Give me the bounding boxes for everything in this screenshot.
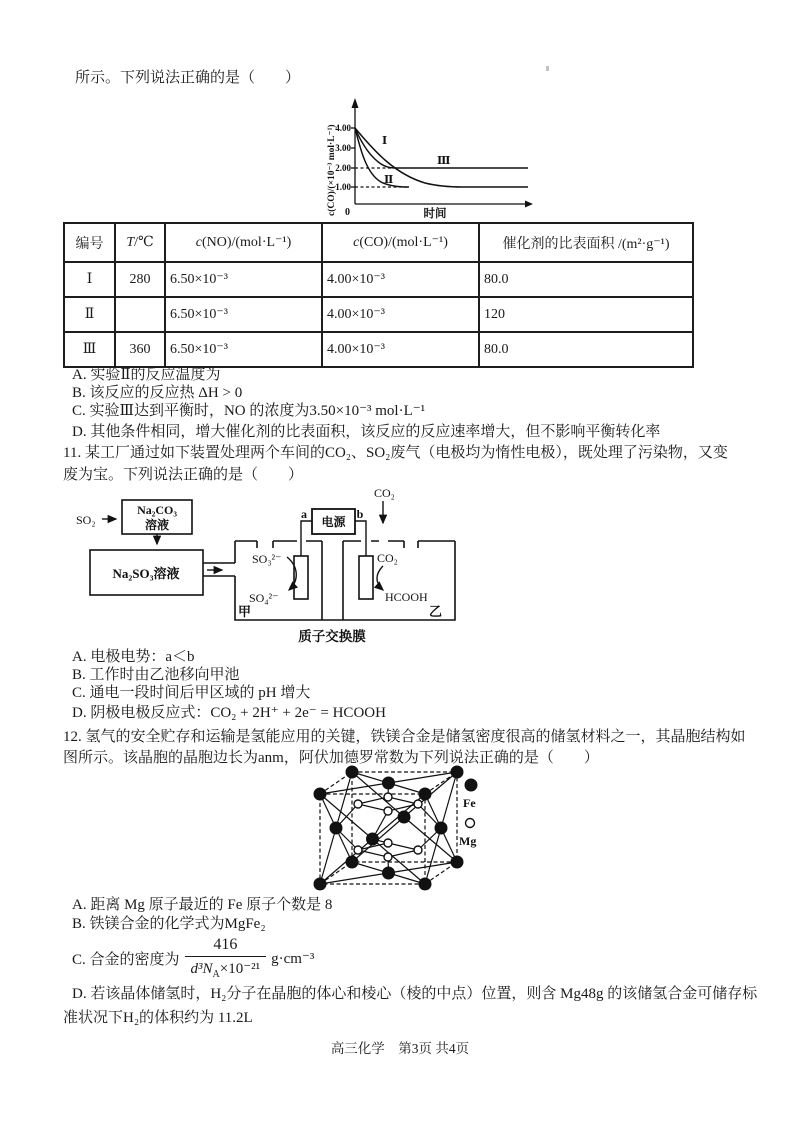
na2co3-label2: 溶液 xyxy=(144,518,170,532)
table-header-temp: T/℃ xyxy=(115,223,165,262)
question-11-option-d: D. 阴极电极反应式：CO₂ + 2H⁺ + 2e⁻ = HCOOH xyxy=(72,705,386,721)
y-axis-arrow xyxy=(352,98,359,108)
co-concentration-chart xyxy=(325,92,537,220)
question-12-stem-line2: 图所示。该晶胞的晶胞边长为anm，阿伏加德罗常数为下列说法正确的是（ ） xyxy=(63,750,599,766)
table-header-id: 编号 xyxy=(64,223,115,262)
question-10-option-c: C. 实验Ⅲ达到平衡时，NO 的浓度为3.50×10⁻³ mol·L⁻¹ xyxy=(72,403,426,419)
mg-legend-label: Mg xyxy=(459,834,477,848)
x-axis-arrow xyxy=(525,201,533,208)
membrane-label: 质子交换膜 xyxy=(298,629,366,644)
table-cell: 4.00×10⁻³ xyxy=(322,332,479,367)
table-cell: Ⅰ xyxy=(64,262,115,297)
question-10-option-a: A. 实验Ⅱ的反应温度为 xyxy=(72,367,221,383)
table-cell: 120 xyxy=(479,297,693,332)
question-12-option-d-line2: 准状况下H₂的体积约为 11.2L xyxy=(63,1010,253,1026)
electrodes xyxy=(294,556,373,599)
mg-legend-icon xyxy=(466,819,475,828)
table-cell xyxy=(115,297,165,332)
y-tick-1: 1.00 xyxy=(335,182,351,192)
curve-label-II: Ⅱ xyxy=(384,174,394,186)
question-10-option-b: B. 该反应的反应热 ΔH > 0 xyxy=(72,385,243,401)
option-c-suffix: g·cm⁻³ xyxy=(271,950,315,967)
terminal-a-label: a xyxy=(301,507,307,521)
so3-ion-label: SO₃²⁻ xyxy=(252,552,282,566)
page-footer: 高三化学 第3页 共4页 xyxy=(330,1041,470,1056)
hcooh-label: HCOOH xyxy=(385,590,428,604)
question-10-intro: 所示。下列说法正确的是（ ） xyxy=(75,70,301,86)
table-cell: 4.00×10⁻³ xyxy=(322,262,479,297)
co2-cathode-label: CO₂ xyxy=(377,551,398,565)
so4-ion-label: SO₄²⁻ xyxy=(249,591,279,605)
fe-legend-label: Fe xyxy=(463,796,476,810)
dashed-guides xyxy=(355,168,409,187)
cell-yi-label: 乙 xyxy=(429,604,443,619)
fe-atoms xyxy=(314,766,463,890)
table-header-row xyxy=(64,223,693,262)
table-row xyxy=(64,297,693,332)
table-header-surface: 催化剂的比表面积 /(m²·g⁻¹) xyxy=(479,223,693,262)
y-tick-2: 2.00 xyxy=(335,163,351,173)
question-11-option-b: B. 工作时由乙池移向甲池 xyxy=(72,667,240,683)
table-row xyxy=(64,332,693,367)
y-tick-4: 4.00 xyxy=(335,123,351,133)
curve-label-III: Ⅲ xyxy=(437,155,451,167)
question-12-option-b: B. 铁镁合金的化学式为MgFe₂ xyxy=(72,916,266,932)
scan-artifact-dot xyxy=(546,66,549,71)
na2co3-label: Na₂CO₃ xyxy=(137,503,177,517)
option-c-prefix: C. 合金的密度为 xyxy=(72,951,180,968)
experiment-table xyxy=(63,222,694,368)
electrolysis-diagram xyxy=(60,483,490,650)
co2-inlet-label: CO₂ xyxy=(374,486,395,500)
table-cell: Ⅲ xyxy=(64,332,115,367)
table-cell: 4.00×10⁻³ xyxy=(322,297,479,332)
y-axis-label: c(CO)/(×10⁻³ mol·L⁻¹) xyxy=(327,124,337,216)
curve-label-I: Ⅰ xyxy=(382,135,388,147)
density-fraction xyxy=(185,936,267,980)
question-11-stem-line1: 11. 某工厂通过如下装置处理两个车间的CO₂、SO₂废气（电极均为惰性电极），既处理了污染物，又变 xyxy=(63,445,728,461)
terminal-b-label: b xyxy=(356,507,364,521)
na2so3-label: Na₂SO₃溶液 xyxy=(112,566,180,581)
table-header-cco: c(CO)/(mol·L⁻¹) xyxy=(322,223,479,262)
fe-legend-icon xyxy=(465,779,477,791)
table-cell: 6.50×10⁻³ xyxy=(165,262,322,297)
crystal-cell-diagram xyxy=(300,762,500,902)
question-11-option-c: C. 通电一段时间后甲区域的 pH 增大 xyxy=(72,685,311,701)
question-11-option-a: A. 电极电势：a＜b xyxy=(72,649,195,665)
table-cell: 6.50×10⁻³ xyxy=(165,297,322,332)
table-row xyxy=(64,262,693,297)
co2-to-hcooh-arrow xyxy=(377,566,383,590)
table-cell: 280 xyxy=(115,262,165,297)
x-axis-label: 时间 xyxy=(423,208,447,220)
table-cell: 360 xyxy=(115,332,165,367)
y-tick-3: 3.00 xyxy=(335,143,351,153)
origin-label: 0 xyxy=(345,207,350,218)
table-cell: 80.0 xyxy=(479,262,693,297)
table-header-cno: c(NO)/(mol·L⁻¹) xyxy=(165,223,322,262)
crystal-legend xyxy=(459,779,477,848)
question-12-option-a: A. 距离 Mg 原子最近的 Fe 原子个数是 8 xyxy=(72,897,333,913)
fraction-numerator: 416 xyxy=(213,936,238,953)
cell-jia-label: 甲 xyxy=(238,604,252,619)
question-10-option-d: D. 其他条件相同，增大催化剂的比表面积，该反应的反应速率增大，但不影响平衡转化率 xyxy=(72,424,661,440)
table-cell: 80.0 xyxy=(479,332,693,367)
question-12-option-d-line1: D. 若该晶体储氢时，H₂分子在晶胞的体心和棱心（棱的中点）位置，则含 Mg48g 的该储氢合金可储存标 xyxy=(72,986,758,1002)
fraction-denominator: $d^3N_A\times 10^{-21}$ xyxy=(185,956,267,980)
question-11-stem-line2: 废为宝。下列说法正确的是（ ） xyxy=(63,467,304,483)
question-12-stem-line1: 12. 氢气的安全贮存和运输是氢能应用的关键，铁镁合金是储氢密度很高的储氢材料之一，其晶胞结构如 xyxy=(63,729,746,745)
table-cell: Ⅱ xyxy=(64,297,115,332)
so2-label: SO₂ xyxy=(76,513,96,527)
table-cell: 6.50×10⁻³ xyxy=(165,332,322,367)
question-12-option-c xyxy=(72,936,314,980)
power-supply-label: 电源 xyxy=(321,515,346,529)
